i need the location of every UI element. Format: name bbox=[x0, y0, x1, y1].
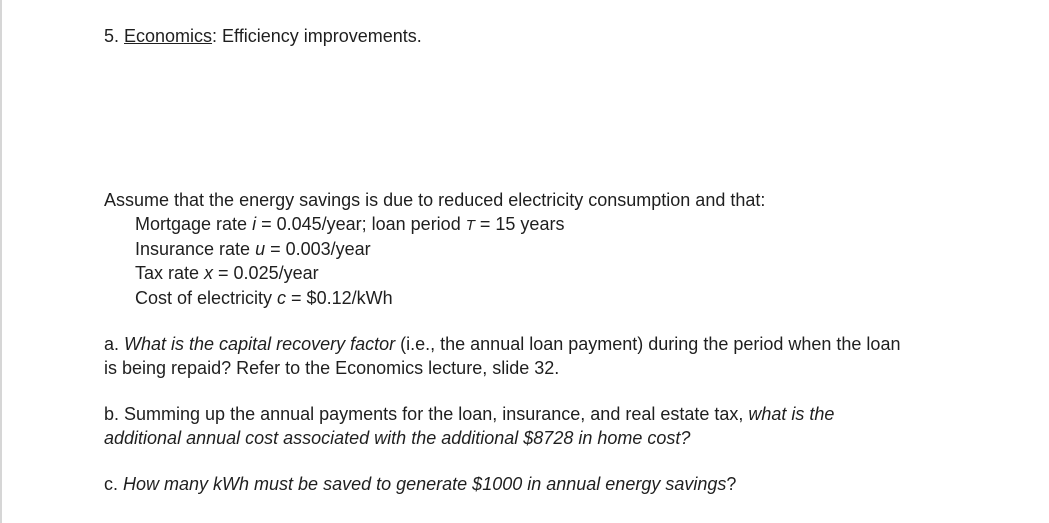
param-electricity: Cost of electricity c = $0.12/kWh bbox=[135, 288, 393, 308]
question-a-line1: a. What is the capital recovery factor (i.e., the annual loan payment) during the period when the loan bbox=[104, 334, 901, 354]
question-b-line2: additional annual cost associated with the additional $8728 in home cost? bbox=[104, 428, 691, 448]
symbol-c: c bbox=[277, 288, 287, 308]
param-mortgage: Mortgage rate i = 0.045/year; loan period T = 15 years bbox=[135, 214, 565, 234]
problem-heading bbox=[104, 25, 422, 47]
symbol-T: T bbox=[465, 217, 475, 234]
param-insurance: Insurance rate u = 0.003/year bbox=[135, 239, 371, 259]
problem-number: 5. bbox=[104, 26, 125, 46]
intro-text: Assume that the energy savings is due to reduced electricity consumption and that: bbox=[104, 190, 766, 210]
question-c: c. How many kWh must be saved to generate $1000 in annual energy savings? bbox=[104, 474, 737, 494]
symbol-i: i bbox=[252, 214, 257, 234]
symbol-x: x bbox=[204, 263, 214, 283]
question-a-line2: is being repaid? Refer to the Economics lecture, slide 32. bbox=[104, 358, 560, 378]
symbol-u: u bbox=[255, 239, 266, 259]
question-b-line1: b. Summing up the annual payments for the loan, insurance, and real estate tax, what is the bbox=[104, 404, 835, 424]
page-left-edge bbox=[0, 0, 2, 523]
problem-title: : Efficiency improvements. bbox=[212, 26, 422, 46]
problem-topic: Economics bbox=[124, 26, 213, 46]
param-tax: Tax rate x = 0.025/year bbox=[135, 263, 319, 283]
